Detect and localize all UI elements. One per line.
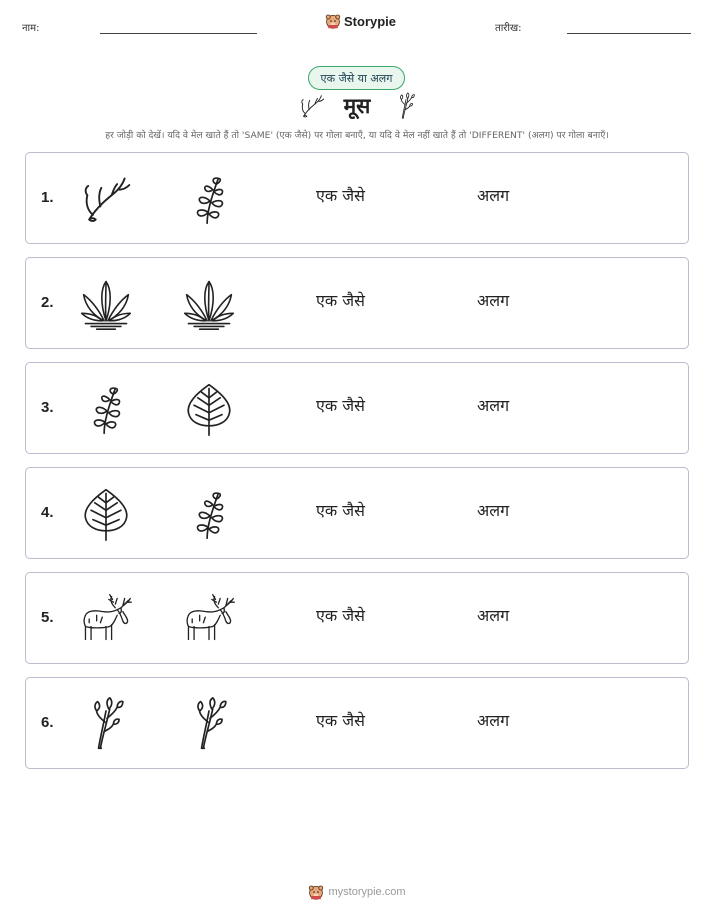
instructions: हर जोड़ी को देखें। यदि वे मेल खाते हैं तो 'SAME' (एक जैसे) पर गोला बनाएँ, या यदि वे मेल नहीं खाते हैं तो 'DIFFERENT' (अलग) पर गोला बनाएँ। xyxy=(105,130,609,141)
leafy-branch-icon xyxy=(181,486,237,542)
same-option[interactable]: एक जैसे xyxy=(316,291,365,310)
moose-icon xyxy=(78,591,134,647)
different-option[interactable]: अलग xyxy=(477,711,510,730)
question-number: 3. xyxy=(41,399,54,416)
question-number: 2. xyxy=(41,294,54,311)
title-row xyxy=(0,92,714,124)
leafy-branch-icon xyxy=(181,171,237,227)
question-number: 4. xyxy=(41,504,54,521)
footer xyxy=(0,884,714,900)
leaf-icon xyxy=(78,486,134,542)
antler-icon xyxy=(298,92,326,120)
date-field[interactable] xyxy=(567,33,691,34)
moose-icon xyxy=(181,591,237,647)
antler-icon xyxy=(78,171,134,227)
same-option[interactable]: एक जैसे xyxy=(316,396,365,415)
twig-icon xyxy=(392,92,420,120)
page-title: मूस xyxy=(343,94,371,118)
different-option[interactable]: अलग xyxy=(477,606,510,625)
name-label: नाम: xyxy=(22,23,40,34)
twig-icon xyxy=(181,696,237,752)
water-plant-icon xyxy=(78,276,134,332)
question-row xyxy=(25,467,689,559)
same-option[interactable]: एक जैसे xyxy=(316,606,365,625)
worksheet-header xyxy=(0,0,714,50)
question-row xyxy=(25,677,689,769)
same-option[interactable]: एक जैसे xyxy=(316,186,365,205)
different-option[interactable]: अलग xyxy=(477,501,510,520)
brand-logo xyxy=(325,13,396,29)
question-row xyxy=(25,362,689,454)
different-option[interactable]: अलग xyxy=(477,291,510,310)
footer-url: mystorypie.com xyxy=(328,886,406,898)
same-option[interactable]: एक जैसे xyxy=(316,501,365,520)
question-number: 5. xyxy=(41,609,54,626)
question-row xyxy=(25,257,689,349)
water-plant-icon xyxy=(181,276,237,332)
storypie-logo-icon xyxy=(308,884,324,900)
question-number: 1. xyxy=(41,189,54,206)
question-number: 6. xyxy=(41,714,54,731)
brand-name: Storypie xyxy=(344,13,397,29)
date-label: तारीख: xyxy=(495,23,522,34)
storypie-logo-icon xyxy=(325,13,341,29)
name-field[interactable] xyxy=(100,33,257,34)
same-option[interactable]: एक जैसे xyxy=(316,711,365,730)
leafy-branch-icon xyxy=(78,381,134,437)
question-row xyxy=(25,152,689,244)
twig-icon xyxy=(78,696,134,752)
different-option[interactable]: अलग xyxy=(477,186,510,205)
activity-badge: एक जैसे या अलग xyxy=(308,66,405,90)
question-row xyxy=(25,572,689,664)
different-option[interactable]: अलग xyxy=(477,396,510,415)
leaf-icon xyxy=(181,381,237,437)
